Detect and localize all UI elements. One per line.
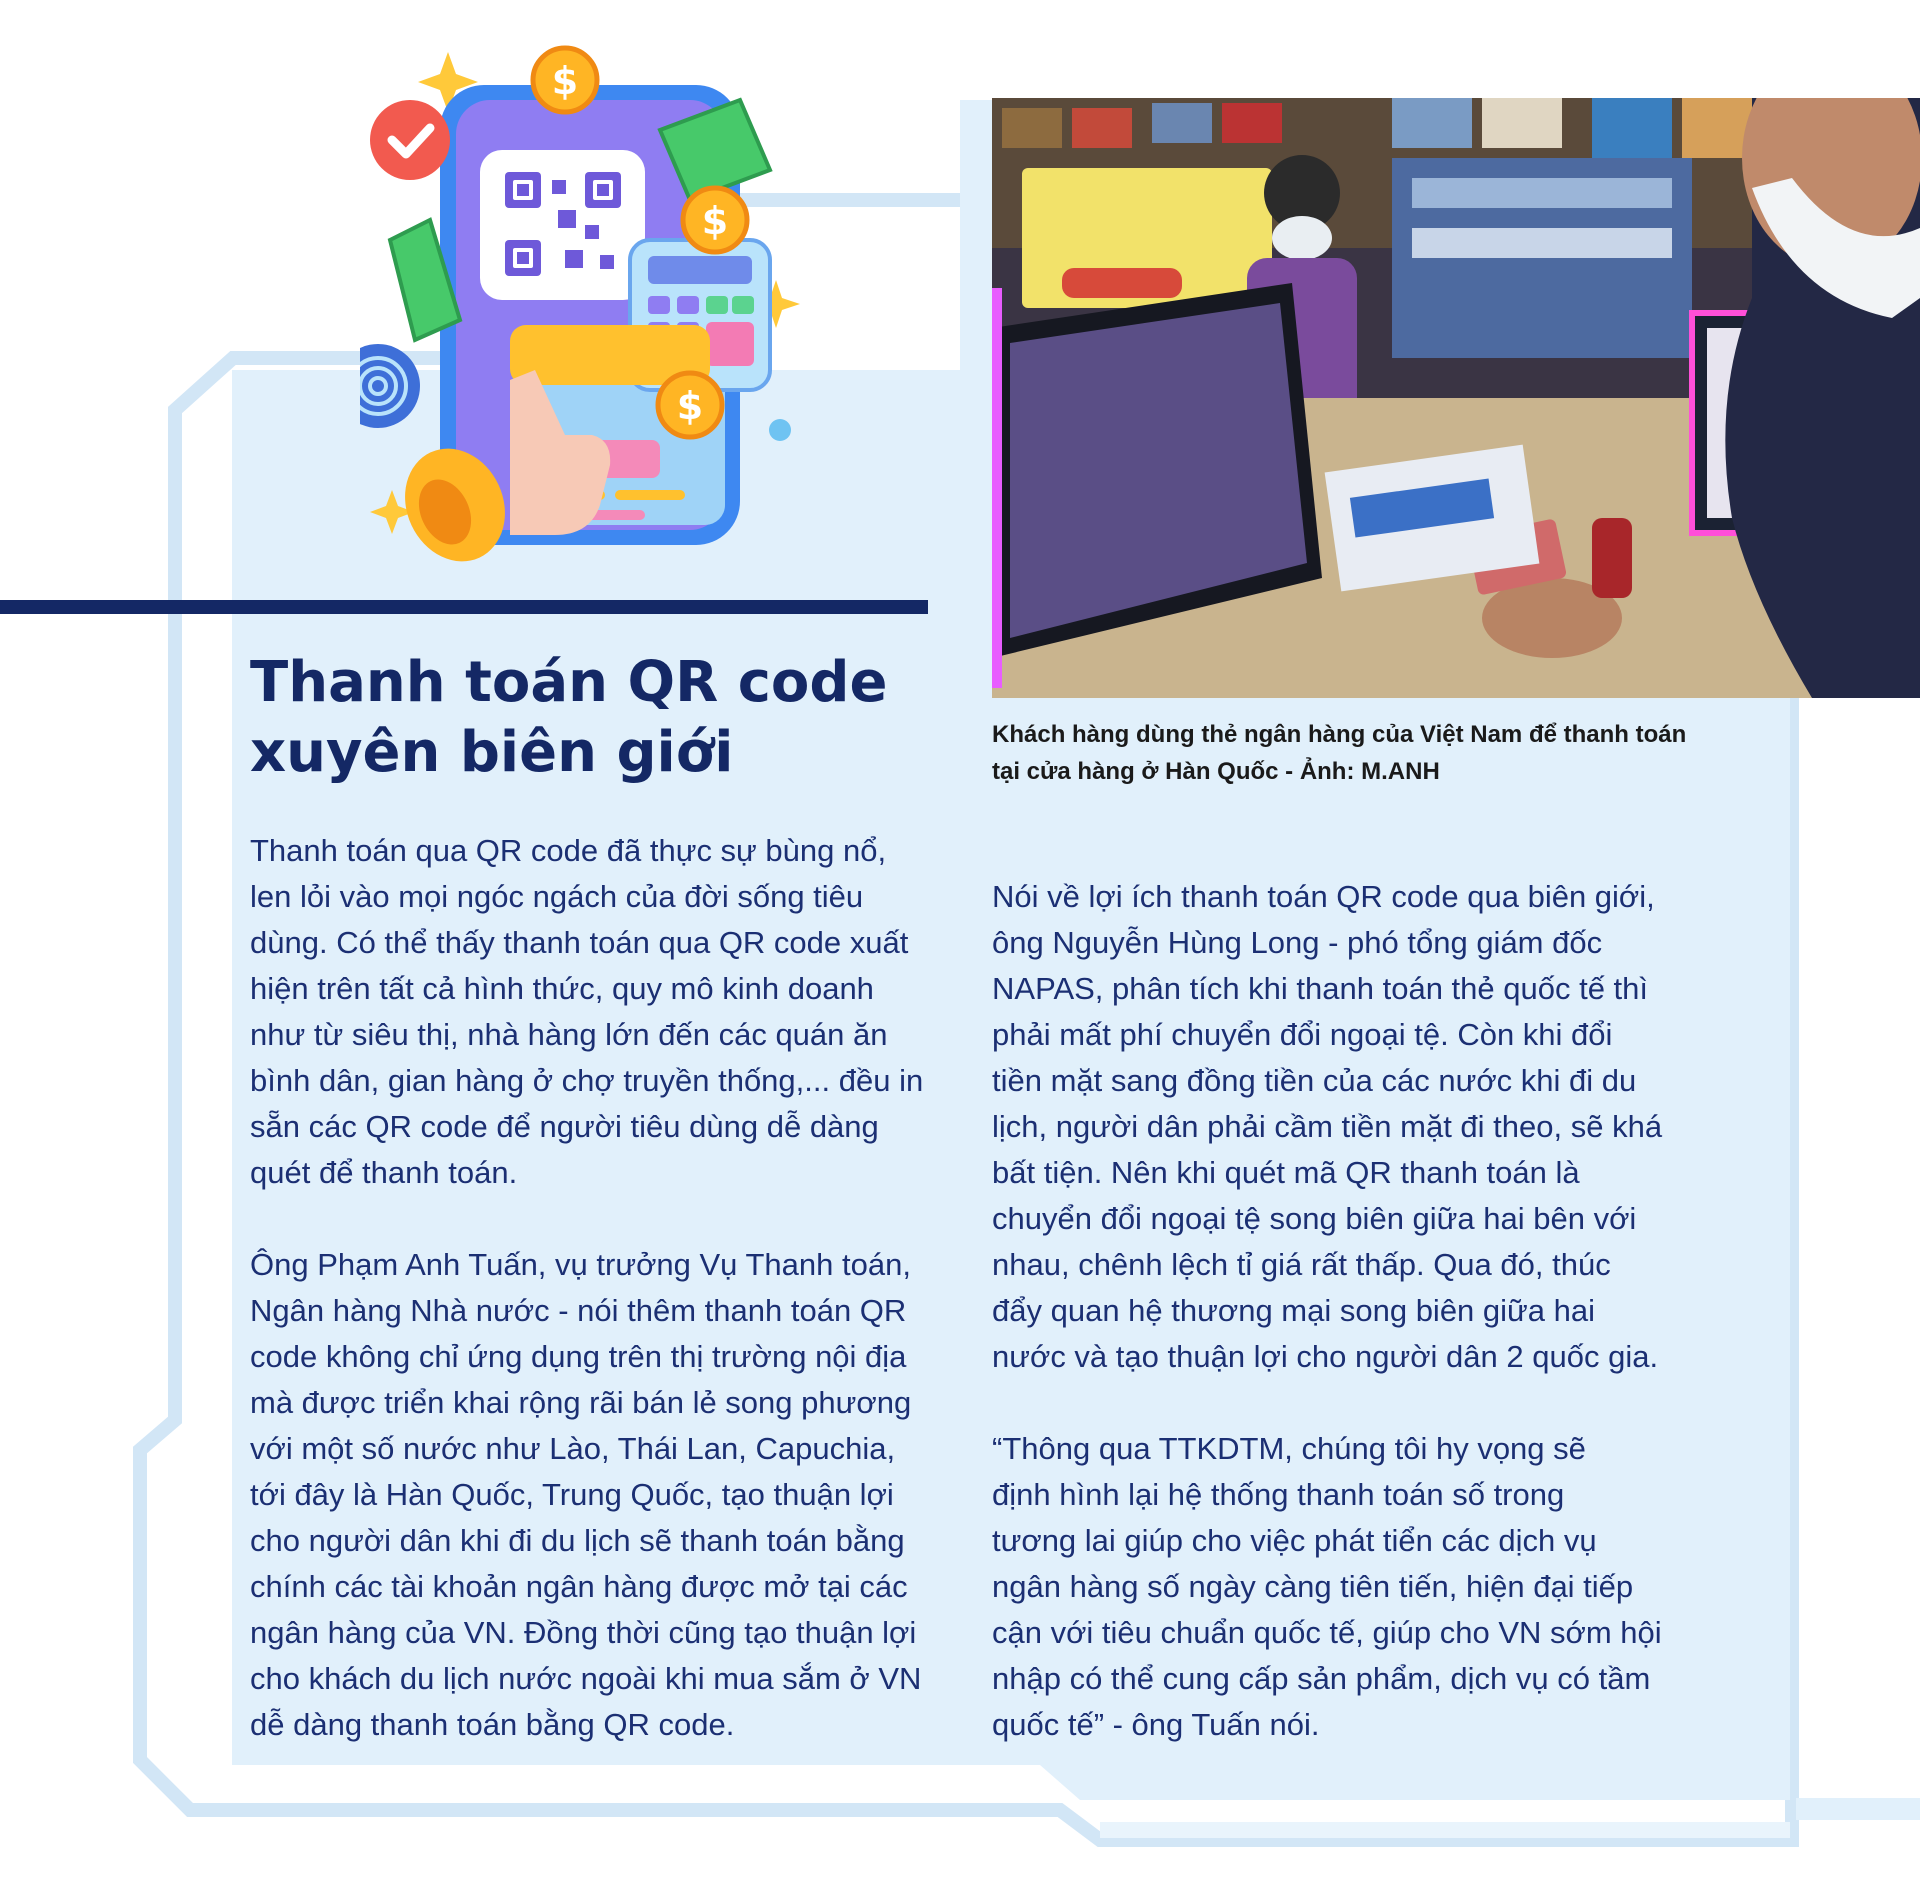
text-line: mà được triển khai rộng rãi bán lẻ song phương [250,1385,912,1420]
text-line: ngân hàng số ngày càng tiên tiến, hiện đại tiếp [992,1569,1634,1604]
text-line: dễ dàng thanh toán bằng QR code. [250,1707,735,1742]
text-line: cận với tiêu chuẩn quốc tế, giúp cho VN sớm hội [992,1615,1662,1650]
store-checkout-photo [992,98,1920,698]
photo-caption [992,716,1752,790]
text-line: dùng. Có thể thấy thanh toán qua QR code xuất [250,925,909,960]
text-line: ông Nguyễn Hùng Long - phó tổng giám đốc [992,925,1603,960]
text-line: NAPAS, phân tích khi thanh toán thẻ quốc tế thì [992,971,1649,1006]
qr-payment-phone-icon [360,48,800,578]
text-line: như từ siêu thị, nhà hàng lớn đến các quán ăn [250,1017,888,1052]
fingerprint-icon [360,344,420,428]
coin-icon [658,373,722,437]
text-line: tương lai giúp cho việc phát tiển các dịch vụ [992,1523,1597,1558]
text-line: sẵn các QR code để người tiêu dùng dễ dàng [250,1109,879,1144]
text-line: Ngân hàng Nhà nước - nói thêm thanh toán QR [250,1293,907,1328]
section-divider [0,600,928,614]
text-line: hiện trên tất cả hình thức, quy mô kinh doanh [250,971,874,1006]
corner-accent-bottom [1100,1822,1790,1838]
right-column [992,874,1692,1748]
text-line: ngân hàng của VN. Đồng thời cũng tạo thuận lợi [250,1615,917,1650]
text-line: cho người dân khi đi du lịch sẽ thanh toán bằng [250,1523,905,1558]
svg-text:$: $ [701,199,729,243]
text-line: Nói về lợi ích thanh toán QR code qua biên giới, [992,879,1655,914]
text-line: tiền mặt sang đồng tiền của các nước khi đi du [992,1063,1637,1098]
text-line: Ông Phạm Anh Tuấn, vụ trưởng Vụ Thanh toán, [250,1247,911,1282]
text-line: Thanh toán qua QR code đã thực sự bùng nổ, [250,833,887,868]
paragraph [992,1426,1692,1748]
caption-line: tại cửa hàng ở Hàn Quốc - Ảnh: M.ANH [992,758,1440,785]
svg-text:$: $ [551,59,579,103]
text-line: code không chỉ ứng dụng trên thị trường nội địa [250,1339,907,1374]
text-line: phải mất phí chuyển đổi ngoại tệ. Còn khi đổi [992,1017,1613,1052]
text-line: đẩy quan hệ thương mại song biên giữa hai [992,1293,1596,1328]
text-line: nhập có thể cung cấp sản phẩm, dịch vụ có tầm [992,1661,1651,1696]
text-line: định hình lại hệ thống thanh toán số trong [992,1477,1565,1512]
text-line: len lỏi vào mọi ngóc ngách của đời sống tiêu [250,879,864,914]
coin-icon [683,188,747,252]
article-title: Thanh toán QR code xuyên biên giới [250,650,888,785]
caption-line: Khách hàng dùng thẻ ngân hàng của Việt Nam để thanh toán [992,721,1687,748]
text-line: quốc tế” - ông Tuấn nói. [992,1707,1320,1742]
paragraph [992,874,1692,1380]
text-line: “Thông qua TTKDTM, chúng tôi hy vọng sẽ [992,1431,1586,1466]
text-line: chính các tài khoản ngân hàng được mở tại các [250,1569,908,1604]
svg-text:$: $ [676,384,704,428]
text-line: quét để thanh toán. [250,1155,518,1190]
text-line: chuyển đổi ngoại tệ song biên giữa hai bên với [992,1201,1637,1236]
text-line: nước và tạo thuận lợi cho người dân 2 quốc gia. [992,1339,1659,1374]
text-line: bất tiện. Nên khi quét mã QR thanh toán là [992,1155,1580,1190]
paragraph [250,1242,950,1748]
qr-payment-illustration [360,40,820,580]
coin-icon [533,48,597,112]
corner-accent-right [1796,1798,1920,1820]
text-line: với một số nước như Lào, Thái Lan, Capuchia, [250,1431,896,1466]
dot-icon [769,419,791,441]
text-line: cho khách du lịch nước ngoài khi mua sắm ở VN [250,1661,922,1696]
text-line: tới đây là Hàn Quốc, Trung Quốc, tạo thuận lợi [250,1477,894,1512]
text-line: bình dân, gian hàng ở chợ truyền thống,... đều in [250,1063,924,1098]
paragraph [250,828,950,1196]
left-column [250,828,950,1748]
text-line: lịch, người dân phải cầm tiền mặt đi theo, sẽ khá [992,1109,1663,1144]
text-line: nhau, chênh lệch tỉ giá rất thấp. Qua đó, thúc [992,1247,1611,1282]
verified-badge-icon [370,100,450,180]
